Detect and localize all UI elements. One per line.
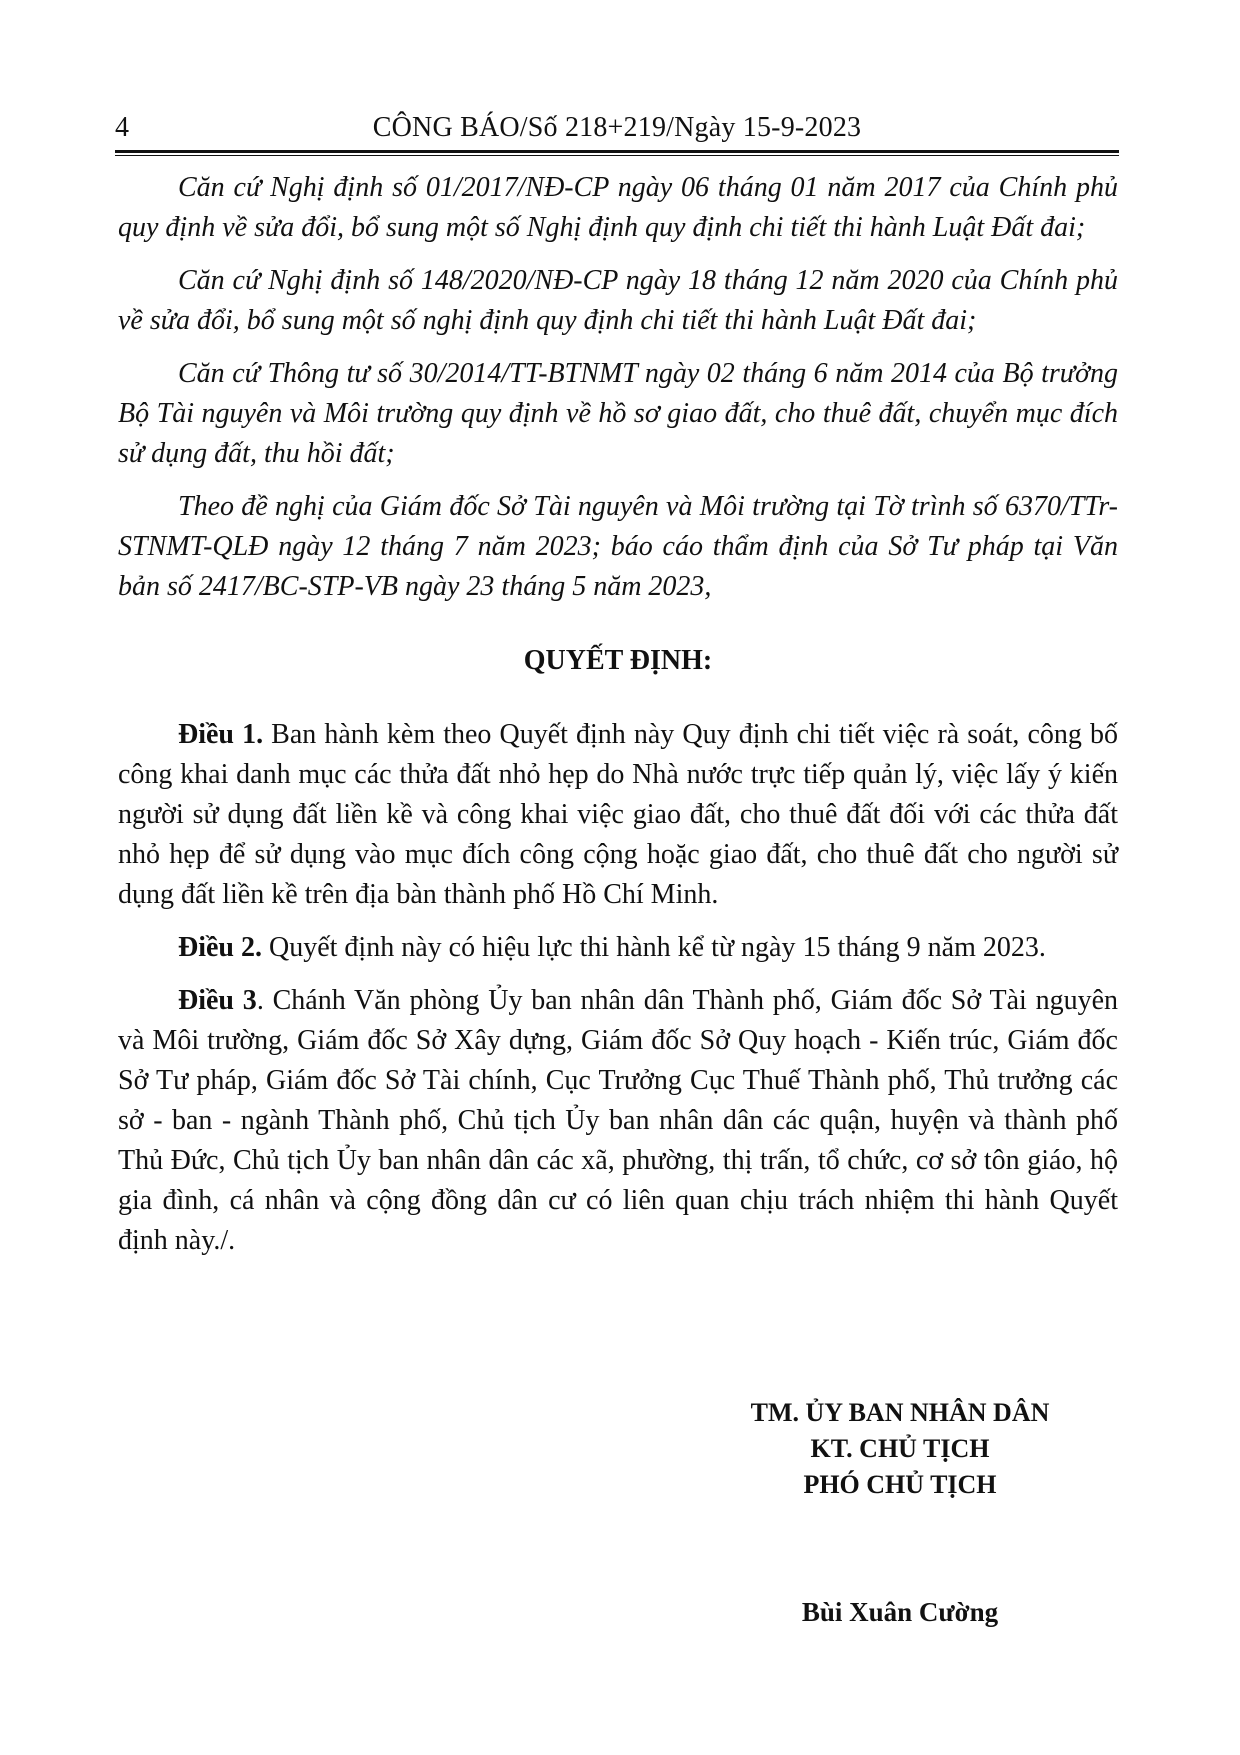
signer-name: Bùi Xuân Cường [801,1597,999,1627]
article-text: Quyết định này có hiệu lực thi hành kể từ ngày 15 tháng 9 năm 2023. [262,932,1046,963]
running-title: CÔNG BÁO/Số 218+219/Ngày 15-9-2023 [372,112,862,143]
article-2 [118,928,1118,968]
signature-line-2: KT. CHỦ TỊCH [810,1434,990,1463]
article-1 [118,715,1118,915]
preamble-paragraph: Theo đề nghị của Giám đốc Sở Tài nguyên và Môi trường tại Tờ trình số 6370/TTr-STNMT-QLĐ ngày 12 tháng 7 năm 2023; báo cáo thẩm định của Sở Tư pháp tại Văn bản số 2417/BC-STP-VB ngày 23 tháng 5 năm 2023, [118,491,1118,602]
signature-line-3: PHÓ CHỦ TỊCH [803,1470,997,1499]
article-label: Điều 2. [178,932,262,963]
page-number: 4 [115,112,129,143]
preamble-paragraph: Căn cứ Thông tư số 30/2014/TT-BTNMT ngày 02 tháng 6 năm 2014 của Bộ trưởng Bộ Tài nguyên và Môi trường quy định về hồ sơ giao đất, cho thuê đất, chuyển mục đích sử dụng đất, thu hồi đất; [118,358,1118,469]
page-header [115,108,1119,148]
preamble-paragraph: Căn cứ Nghị định số 148/2020/NĐ-CP ngày 18 tháng 12 năm 2020 của Chính phủ về sửa đổi, bổ sung một số nghị định quy định chi tiết thi hành Luật Đất đai; [118,265,1118,336]
preamble-paragraph: Căn cứ Nghị định số 01/2017/NĐ-CP ngày 06 tháng 01 năm 2017 của Chính phủ quy định về sửa đổi, bổ sung một số Nghị định quy định chi tiết thi hành Luật Đất đai; [118,172,1118,243]
header-rule-thick [115,150,1119,153]
signature-line-1: TM. ỦY BAN NHÂN DÂN [750,1398,1050,1427]
article-3 [118,981,1118,1261]
article-text: Ban hành kèm theo Quyết định này Quy định chi tiết việc rà soát, công bố công khai danh mục các thửa đất nhỏ hẹp do Nhà nước trực tiếp quản lý, việc lấy ý kiến người sử dụng đất liền kề và công khai việc giao đất, cho thuê đất đối với các thửa đất nhỏ hẹp để sử dụng vào mục đích công cộng hoặc giao đất, cho thuê đất cho người sử dụng đất liền kề trên địa bàn thành phố Hồ Chí Minh. [118,719,1118,910]
article-label: Điều 1. [178,719,264,750]
decision-heading: QUYẾT ĐỊNH: [523,645,713,676]
header-rule-thin [115,155,1119,156]
article-label: Điều 3 [178,985,257,1016]
article-text: . Chánh Văn phòng Ủy ban nhân dân Thành phố, Giám đốc Sở Tài nguyên và Môi trường, Giám đốc Sở Xây dựng, Giám đốc Sở Quy hoạch - Kiến trúc, Giám đốc Sở Tư pháp, Giám đốc Sở Tài chính, Cục Trưởng Cục Thuế Thành phố, Thủ trưởng các sở - ban - ngành Thành phố, Chủ tịch Ủy ban nhân dân các quận, huyện và thành phố Thủ Đức, Chủ tịch Ủy ban nhân dân các xã, phường, thị trấn, tổ chức, cơ sở tôn giáo, hộ gia đình, cá nhân và cộng đồng dân cư có liên quan chịu trách nhiệm thi hành Quyết định này./. [118,985,1119,1256]
document-body [118,168,1118,1274]
signature-block [690,1395,1110,1503]
